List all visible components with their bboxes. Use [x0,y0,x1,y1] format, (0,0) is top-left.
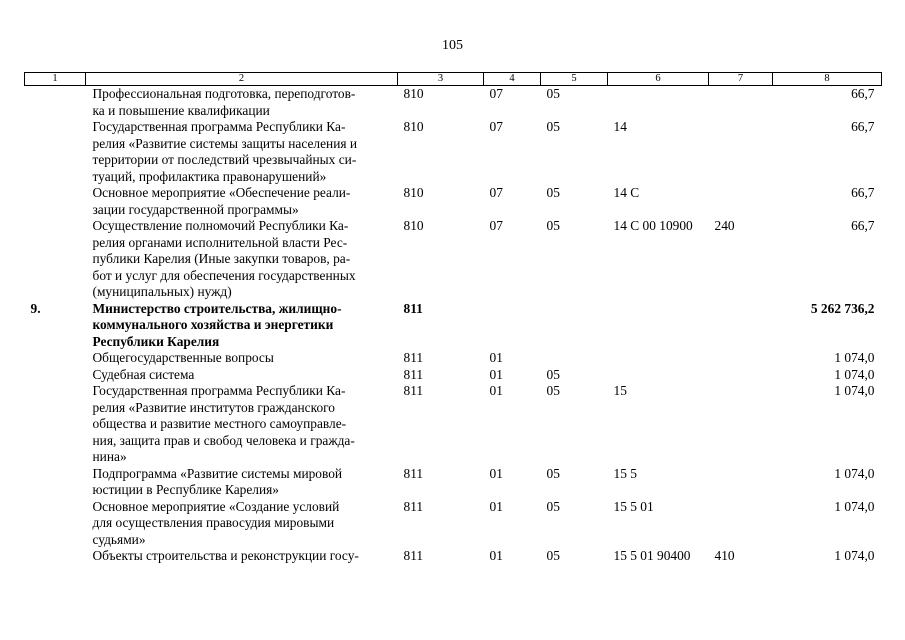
subsection-code: 05 [546,119,560,134]
row-number [25,466,86,499]
row-number [25,383,86,466]
amount: 1 074,0 [834,498,875,514]
row-number [25,548,86,565]
expense-type-code: 240 [714,218,735,233]
ministry-code: 810 [403,86,424,101]
item-name: Осуществление полномочий Республики Ка- релия органами исполнительной власти Рес- публики Карелия (Иные закупки товаров, ра- бот и услуг для обеспечения государственных (муниципальных) нужд) [92,218,356,299]
target-article-code: 14 С [613,185,640,200]
row-number [25,185,86,218]
row-number: 9. [30,300,41,316]
ministry-code: 811 [403,498,424,514]
item-name: Общегосударственные вопросы [92,350,274,365]
section-code: 01 [489,366,503,382]
table-row [25,119,882,185]
ministry-code: 810 [403,119,424,134]
column-header-1: 1 [25,73,86,86]
amount: 1 074,0 [834,465,875,481]
table-row [25,301,882,351]
amount: 66,7 [851,86,875,101]
item-name: Государственная программа Республики Ка- релия «Развитие системы защиты населения и территории от последствий чрезвычайных си- туаций, профилактика правонарушений» [92,119,358,184]
expense-type-code [709,367,773,384]
section-code: 01 [489,465,503,481]
item-name: Объекты строительства и реконструкции госу- [92,548,359,563]
column-header-6: 6 [608,73,709,86]
row-number [25,119,86,185]
ministry-code: 810 [403,185,424,200]
section-code [484,301,541,351]
item-name: Профессиональная подготовка, переподготов- ка и повышение квалификации [92,86,356,118]
item-name: Основное мероприятие «Обеспечение реали- зации государственной программы» [92,185,351,217]
subsection-code: 05 [546,548,560,563]
ministry-code: 811 [403,300,423,316]
ministry-code: 811 [403,383,424,398]
expense-type-code [709,466,773,499]
amount: 1 074,0 [834,383,875,398]
table-row [25,86,882,120]
target-article-code: 15 5 [613,465,637,481]
page-number: 105 [442,38,463,53]
section-code: 01 [489,498,503,514]
ministry-code: 811 [403,366,424,382]
expense-type-code [709,499,773,549]
column-header-2: 2 [86,73,398,86]
column-number-row [25,73,882,86]
amount: 1 074,0 [834,366,875,382]
table-row [25,548,882,565]
table-row [25,218,882,301]
ministry-code: 811 [403,350,424,365]
subsection-code: 05 [546,383,560,398]
subsection-code: 05 [546,465,560,481]
expense-type-code [709,350,773,367]
subsection-code: 05 [546,366,560,382]
row-number [25,218,86,301]
expense-type-code [709,383,773,466]
target-article-code: 14 С 00 10900 [613,218,693,233]
amount: 66,7 [851,185,875,200]
section-code: 01 [489,548,503,563]
subsection-code: 05 [546,218,560,233]
table-row [25,367,882,384]
subsection-code [541,350,608,367]
subsection-code: 05 [546,86,560,101]
column-header-5: 5 [541,73,608,86]
amount: 1 074,0 [834,350,875,365]
target-article-code [608,86,709,120]
item-name: Основное мероприятие «Создание условий для осуществления правосудия мировыми судьями» [92,498,340,547]
budget-table [24,72,882,565]
table-row [25,185,882,218]
subsection-code: 05 [546,498,560,514]
section-code: 07 [489,119,503,134]
amount: 5 262 736,2 [810,300,875,316]
target-article-code: 15 [613,383,627,398]
subsection-code [541,301,608,351]
amount: 66,7 [851,218,875,233]
expense-type-code: 410 [714,548,735,563]
amount: 66,7 [851,119,875,134]
column-header-7: 7 [709,73,773,86]
table-row [25,350,882,367]
item-name: Министерство строительства, жилищно- коммунального хозяйства и энергетики Республики Карелия [92,300,342,349]
section-code: 01 [489,350,503,365]
subsection-code: 05 [546,185,560,200]
item-name: Государственная программа Республики Ка- релия «Развитие институтов гражданского общества и развитие местного самоуправле- ния, защита прав и свобод человека и гражда- нина» [92,383,355,464]
ministry-code: 811 [403,465,424,481]
row-number [25,499,86,549]
section-code: 07 [489,218,503,233]
target-article-code [608,367,709,384]
item-name: Судебная система [92,366,195,382]
target-article-code [608,350,709,367]
expense-type-code [709,301,773,351]
item-name: Подпрограмма «Развитие системы мировой юстиции в Республике Карелия» [92,465,343,497]
target-article-code: 15 5 01 [613,498,654,514]
row-number [25,367,86,384]
column-header-3: 3 [398,73,484,86]
table-body [25,86,882,565]
section-code: 07 [489,86,503,101]
section-code: 07 [489,185,503,200]
table-header [25,73,882,86]
expense-type-code [709,86,773,120]
expense-type-code [709,119,773,185]
row-number [25,350,86,367]
table-row [25,383,882,466]
table-row [25,466,882,499]
section-code: 01 [489,383,503,398]
expense-type-code [709,185,773,218]
target-article-code: 14 [613,119,627,134]
ministry-code: 811 [403,548,424,563]
row-number [25,86,86,120]
target-article-code: 15 5 01 90400 [613,548,691,563]
column-header-8: 8 [773,73,882,86]
target-article-code [608,301,709,351]
table-row [25,499,882,549]
amount: 1 074,0 [834,548,875,563]
column-header-4: 4 [484,73,541,86]
ministry-code: 810 [403,218,424,233]
